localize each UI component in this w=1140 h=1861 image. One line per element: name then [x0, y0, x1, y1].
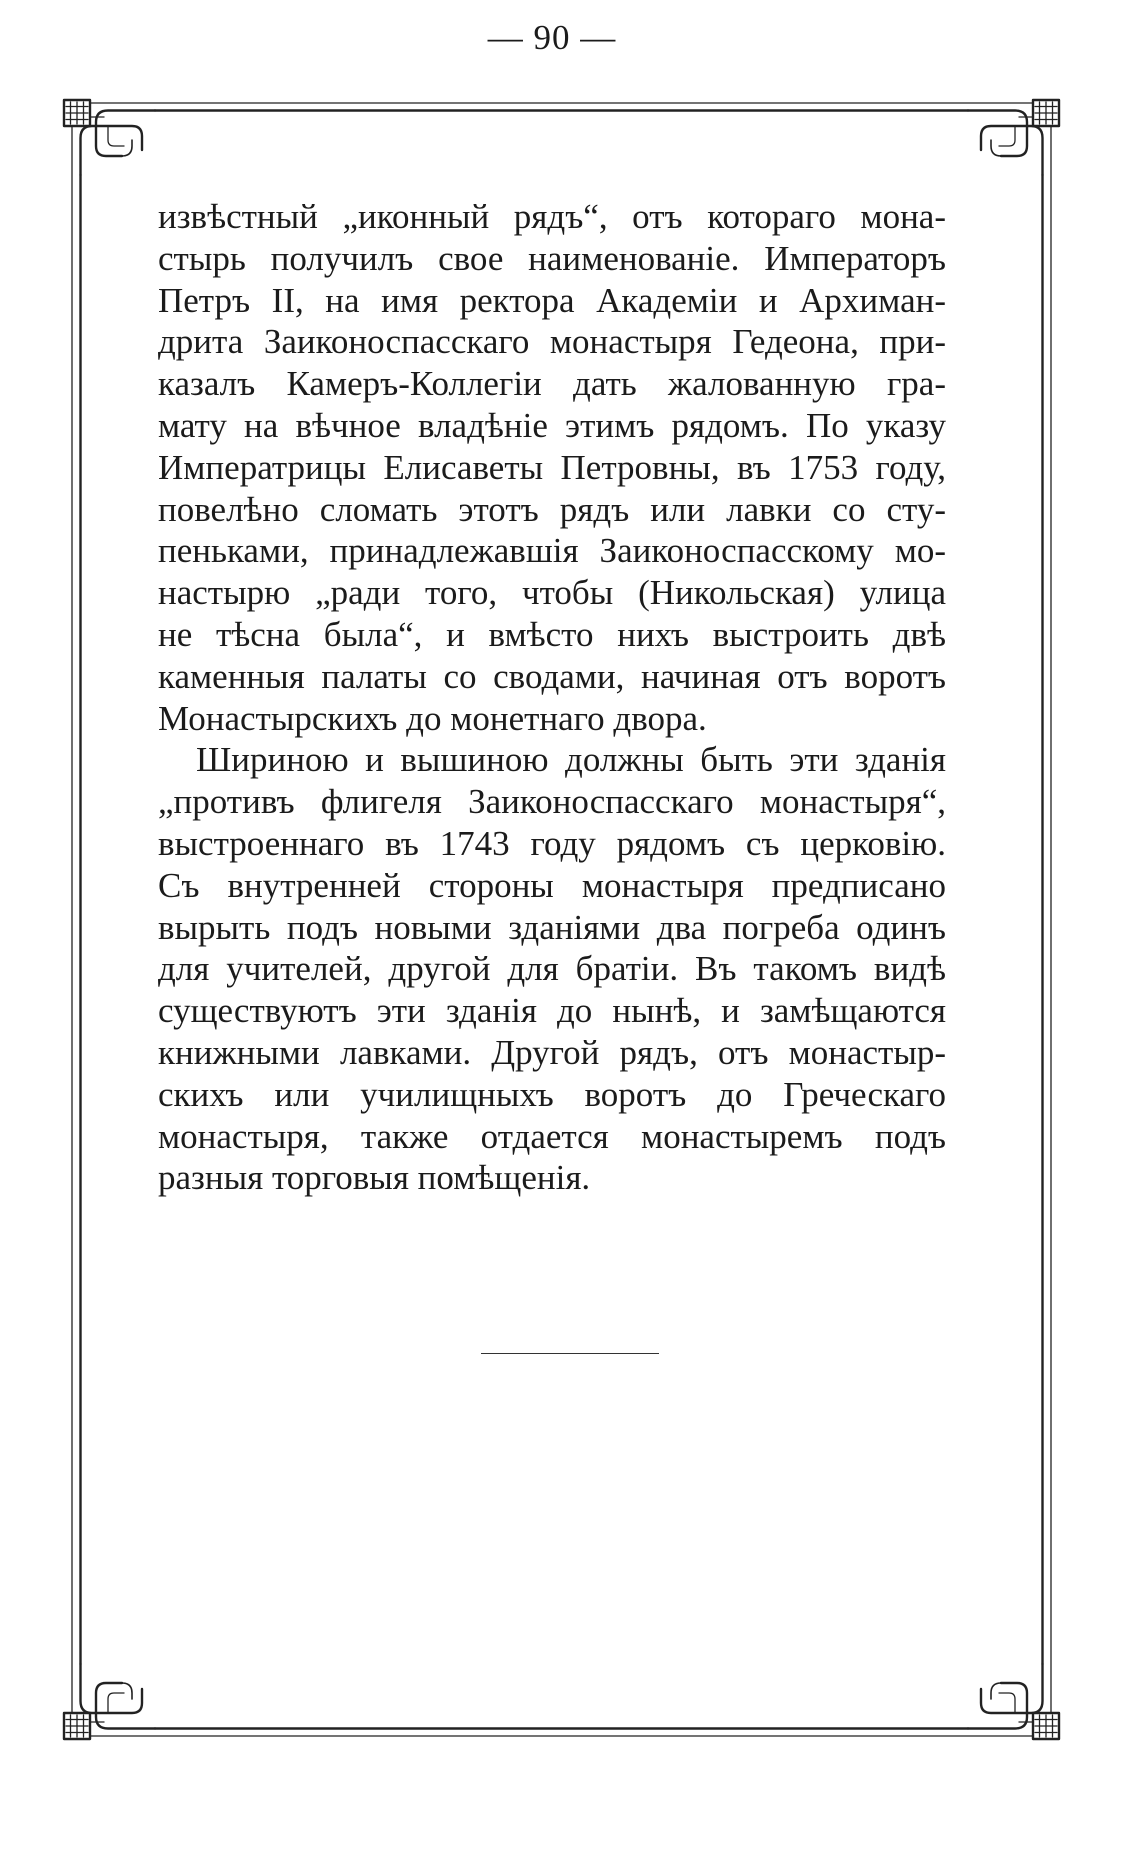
paragraph: [158, 196, 946, 739]
corner-ornament-bottom-left: [64, 1664, 155, 1739]
text-line: Императрицы Елисаветы Петровны, въ 1753 году,: [158, 447, 946, 487]
paragraph: [158, 739, 946, 1199]
text-line: извѣстный „иконный рядъ“, отъ котораго мона-: [158, 197, 946, 236]
text-line: Шириною и вышиною должны быть эти зданія: [196, 740, 946, 780]
text-line: разныя торговыя помѣщенія.: [158, 1158, 591, 1198]
text-line: пеньками, принадлежавшія Заиконоспасскому мо-: [158, 531, 946, 571]
text-line: Петръ II, на имя ректора Академіи и Архиман-: [158, 280, 946, 320]
text-line: каменныя палаты со сводами, начиная отъ воротъ: [158, 656, 946, 696]
text-line: мату на вѣчное владѣніе этимъ рядомъ. По указу: [158, 405, 946, 445]
text-line: скихъ или училищныхъ воротъ до Греческаго: [158, 1074, 946, 1114]
corner-ornament-top-right: [968, 100, 1059, 175]
corner-ornament-bottom-right: [968, 1664, 1059, 1739]
text-line: настырю „ради того, чтобы (Никольская) улица: [158, 573, 946, 613]
text-line: казалъ Камеръ-Коллегіи дать жалованную гра-: [158, 364, 946, 404]
text-line: книжными лавками. Другой рядъ, отъ монастыр-: [158, 1032, 946, 1072]
text-line: выстроеннаго въ 1743 году рядомъ съ церковію.: [158, 823, 946, 863]
corner-ornament-top-left: [64, 100, 155, 175]
text-line: существуютъ эти зданія до нынѣ, и замѣщаются: [158, 991, 946, 1031]
text-line: дрита Заиконоспасскаго монастыря Гедеона, при-: [158, 322, 946, 362]
text-line: монастыря, также отдается монастыремъ подъ: [158, 1116, 946, 1156]
section-end-rule: [481, 1353, 659, 1354]
text-line: для учителей, другой для братіи. Въ такомъ видѣ: [158, 949, 946, 989]
body-text: [158, 196, 946, 1199]
text-line: Съ внутренней стороны монастыря предписано: [158, 865, 946, 905]
text-line: вырыть подъ новыми зданіями два погреба одинъ: [158, 907, 946, 947]
text-line: Монастырскихъ до монетнаго двора.: [158, 698, 707, 738]
text-line: стырь получилъ свое наименованіе. Императоръ: [158, 238, 946, 278]
text-line: „противъ флигеля Заиконоспасскаго монастыря“,: [158, 782, 946, 822]
page-number: — 90 —: [487, 18, 617, 57]
text-line: не тѣсна была“, и вмѣсто нихъ выстроить двѣ: [158, 614, 946, 654]
text-line: повелѣно сломать этотъ рядъ или лавки со сту-: [158, 489, 946, 529]
